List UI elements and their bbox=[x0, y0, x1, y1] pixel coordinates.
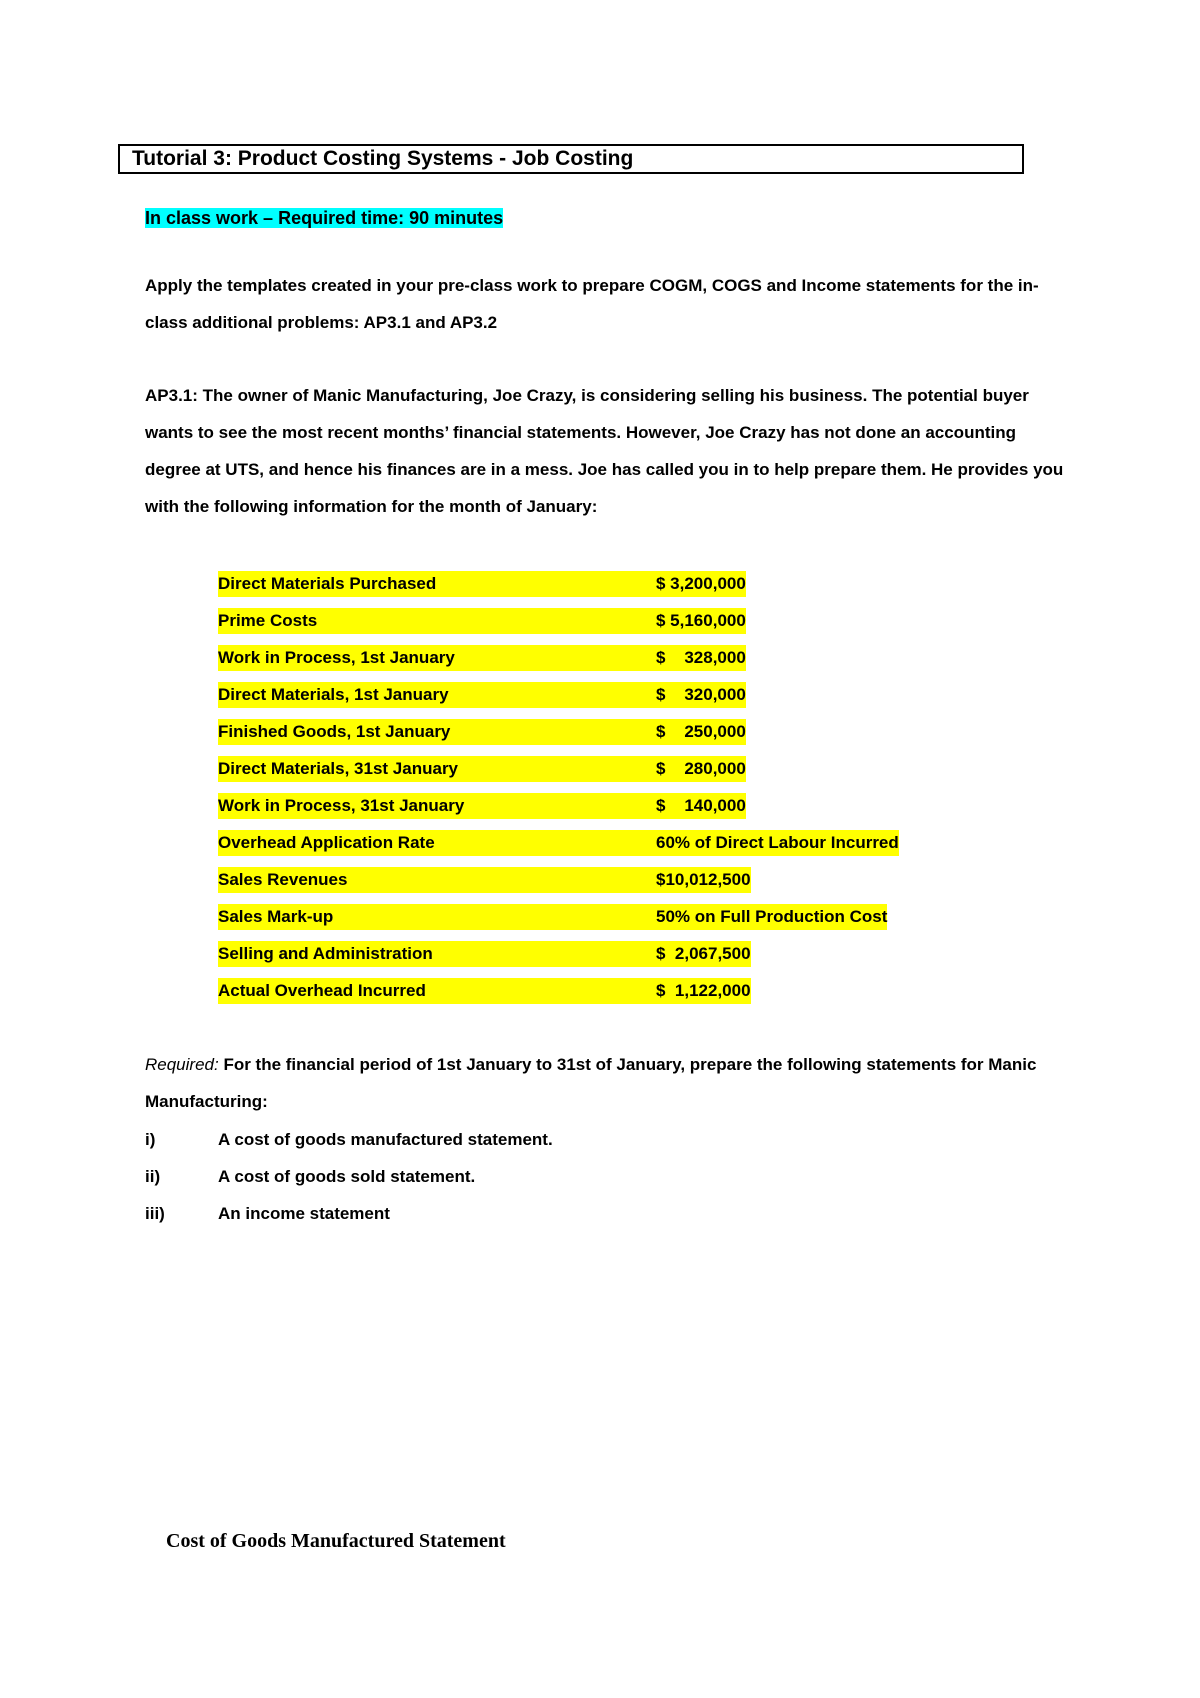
info-row-label-cell bbox=[218, 676, 656, 713]
january-information-table bbox=[218, 565, 899, 1009]
problem-label: AP3.1: bbox=[145, 386, 198, 405]
info-row-value-cell bbox=[656, 676, 899, 713]
info-row-value-cell bbox=[656, 824, 899, 861]
info-row-value: $ 280,000 bbox=[656, 756, 746, 782]
info-row-value: 50% on Full Production Cost bbox=[656, 904, 887, 930]
info-row-value-cell bbox=[656, 972, 899, 1009]
info-row-value: $10,012,500 bbox=[656, 867, 751, 893]
info-row-label: Direct Materials Purchased bbox=[218, 571, 656, 597]
required-label: Required: bbox=[145, 1055, 219, 1074]
info-row-value: $ 250,000 bbox=[656, 719, 746, 745]
info-row-value: $ 2,067,500 bbox=[656, 941, 751, 967]
info-row-value-cell bbox=[656, 935, 899, 972]
info-row-value: $ 140,000 bbox=[656, 793, 746, 819]
info-row-value-cell bbox=[656, 713, 899, 750]
info-row-label: Selling and Administration bbox=[218, 941, 656, 967]
list-item bbox=[145, 1158, 553, 1195]
info-row-label: Overhead Application Rate bbox=[218, 830, 656, 856]
info-row-label-cell bbox=[218, 898, 656, 935]
list-item-number: i) bbox=[145, 1130, 156, 1149]
info-row bbox=[218, 750, 899, 787]
required-paragraph bbox=[145, 1046, 1065, 1120]
info-row-label: Sales Revenues bbox=[218, 867, 656, 893]
list-item bbox=[145, 1195, 553, 1232]
info-row-label-cell bbox=[218, 750, 656, 787]
list-item-text: A cost of goods sold statement. bbox=[218, 1167, 476, 1186]
info-row-label: Sales Mark-up bbox=[218, 904, 656, 930]
info-row bbox=[218, 861, 899, 898]
list-item-number: iii) bbox=[145, 1204, 165, 1223]
info-row-value-cell bbox=[656, 787, 899, 824]
info-row-label: Work in Process, 1st January bbox=[218, 645, 656, 671]
list-item-number: ii) bbox=[145, 1167, 161, 1186]
list-item bbox=[145, 1121, 553, 1158]
problem-paragraph bbox=[145, 377, 1065, 525]
statements-list bbox=[145, 1121, 553, 1232]
info-row-label-cell bbox=[218, 824, 656, 861]
info-row-value-cell bbox=[656, 898, 899, 935]
info-row bbox=[218, 824, 899, 861]
info-row bbox=[218, 676, 899, 713]
list-item-text: A cost of goods manufactured statement. bbox=[218, 1130, 553, 1149]
info-row bbox=[218, 639, 899, 676]
info-row-label-cell bbox=[218, 639, 656, 676]
info-row-label-cell bbox=[218, 787, 656, 824]
info-row-value: $ 5,160,000 bbox=[656, 608, 746, 634]
info-row-value: $ 3,200,000 bbox=[656, 571, 746, 597]
info-row-value-cell bbox=[656, 750, 899, 787]
info-row bbox=[218, 713, 899, 750]
info-row-label: Prime Costs bbox=[218, 608, 656, 634]
info-row-value: $ 328,000 bbox=[656, 645, 746, 671]
problem-text: The owner of Manic Manufacturing, Joe Crazy, is considering selling his business. The potential buyer wants to see the most recent months’ financial statements. However, Joe Crazy has not done an accounting degree at UTS, and hence his finances are in a mess. Joe has called you in to help prepare them. He provides you with the following information for the month of January: bbox=[145, 386, 1064, 516]
info-row-value-cell bbox=[656, 639, 899, 676]
info-row-label-cell bbox=[218, 972, 656, 1009]
subheading-text: In class work – Required time: 90 minutes bbox=[145, 208, 504, 228]
info-row bbox=[218, 972, 899, 1009]
info-row-value: $ 320,000 bbox=[656, 682, 746, 708]
in-class-subheading bbox=[145, 206, 503, 230]
info-row bbox=[218, 565, 899, 602]
info-row bbox=[218, 935, 899, 972]
info-row-label: Direct Materials, 1st January bbox=[218, 682, 656, 708]
cogm-statement-heading: Cost of Goods Manufactured Statement bbox=[166, 1530, 506, 1552]
info-row-value-cell bbox=[656, 861, 899, 898]
info-row-label-cell bbox=[218, 602, 656, 639]
info-row-label: Direct Materials, 31st January bbox=[218, 756, 656, 782]
info-row-label: Actual Overhead Incurred bbox=[218, 978, 656, 1004]
info-row bbox=[218, 602, 899, 639]
info-row-label-cell bbox=[218, 565, 656, 602]
info-row-label: Work in Process, 31st January bbox=[218, 793, 656, 819]
info-row-label-cell bbox=[218, 935, 656, 972]
info-row-label: Finished Goods, 1st January bbox=[218, 719, 656, 745]
required-text: For the financial period of 1st January to 31st of January, prepare the following statements for Manic Manufacturing: bbox=[145, 1055, 1037, 1111]
info-row bbox=[218, 787, 899, 824]
info-row-value-cell bbox=[656, 565, 899, 602]
page-title: Tutorial 3: Product Costing Systems - Job Costing bbox=[118, 144, 1024, 174]
info-row-value: 60% of Direct Labour Incurred bbox=[656, 830, 899, 856]
info-row-label-cell bbox=[218, 861, 656, 898]
info-row-label-cell bbox=[218, 713, 656, 750]
info-row-value-cell bbox=[656, 602, 899, 639]
intro-paragraph: Apply the templates created in your pre-class work to prepare COGM, COGS and Income statements for the in-class additional problems: AP3.1 and AP3.2 bbox=[145, 276, 1039, 332]
info-row-value: $ 1,122,000 bbox=[656, 978, 751, 1004]
info-row bbox=[218, 898, 899, 935]
list-item-text: An income statement bbox=[218, 1204, 390, 1223]
